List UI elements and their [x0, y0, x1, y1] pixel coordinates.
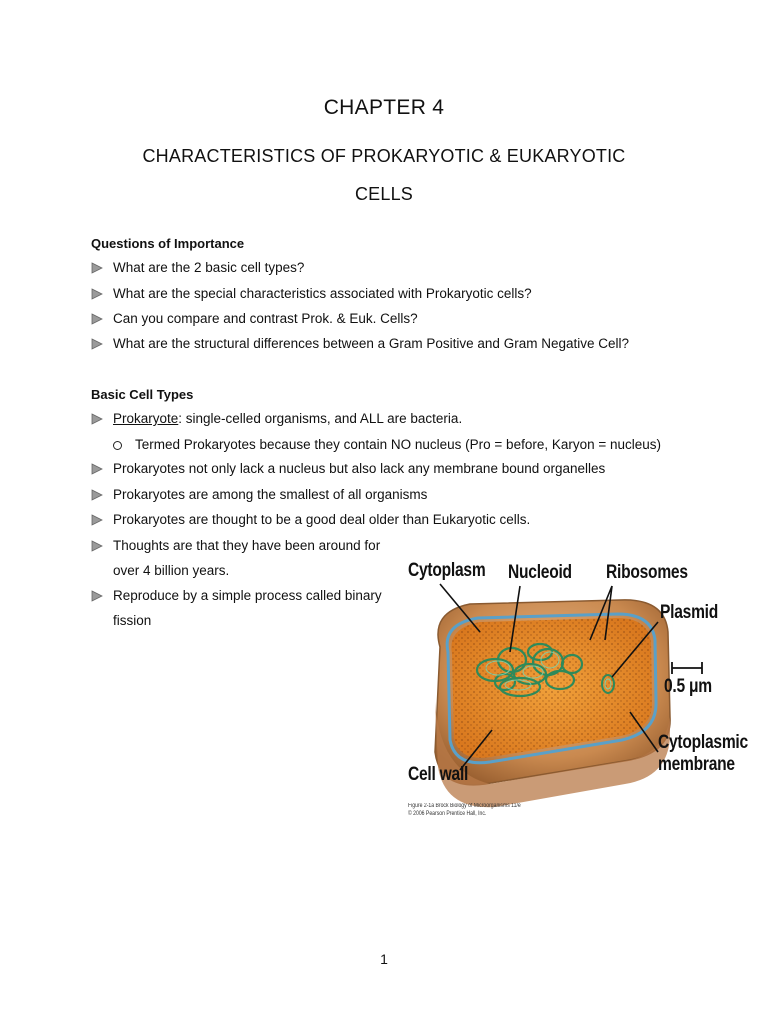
- item-text: Reproduce by a simple process called binary: [113, 588, 382, 603]
- item-continuation: over 4 billion years.: [113, 563, 230, 578]
- sub-item-text: Termed Prokaryotes because they contain NO nucleus (Pro = before, Karyon = nucleus): [135, 437, 662, 452]
- arrow-bullet-icon: [91, 262, 103, 274]
- arrow-bullet-icon: [91, 514, 103, 526]
- figure-caption-line-2: © 2006 Pearson Prentice Hall, Inc.: [408, 811, 487, 817]
- label-cytoplasmic-membrane: [658, 732, 748, 776]
- label-nucleoid: Nucleoid: [508, 562, 572, 583]
- subtitle-line-2: CELLS: [354, 184, 414, 204]
- arrow-bullet-icon: [91, 540, 103, 552]
- label-scale: 0.5 μm: [664, 676, 712, 697]
- label-cell-wall: Cell wall: [408, 764, 469, 785]
- question-text: What are the 2 basic cell types?: [113, 260, 305, 275]
- label-membrane-line-2: membrane: [658, 754, 735, 775]
- arrow-bullet-icon: [91, 413, 103, 425]
- prokaryote-term: Prokaryote: [113, 411, 179, 426]
- arrow-bullet-icon: [91, 288, 103, 300]
- scale-bar: [672, 662, 702, 674]
- prokaryote-definition-text: : single-celled organisms, and ALL are bacteria.: [178, 411, 463, 426]
- label-membrane-line-1: Cytoplasmic: [658, 732, 748, 753]
- circle-bullet-icon: [113, 441, 122, 450]
- label-plasmid: Plasmid: [660, 602, 719, 623]
- figure-caption-line-1: Figure 2-1a Brock Biology of Microorganisms 11/e: [408, 803, 521, 809]
- figure-caption: [408, 802, 521, 818]
- item-text: Prokaryotes are among the smallest of all organisms: [113, 487, 428, 502]
- arrow-bullet-icon: [91, 338, 103, 350]
- arrow-bullet-icon: [91, 463, 103, 475]
- question-text: What are the special characteristics associated with Prokaryotic cells?: [113, 286, 532, 301]
- basic-cell-types-heading: Basic Cell Types: [91, 387, 194, 402]
- arrow-bullet-icon: [91, 313, 103, 325]
- label-ribosomes: Ribosomes: [606, 562, 688, 583]
- question-text: Can you compare and contrast Prok. & Euk. Cells?: [113, 311, 418, 326]
- item-continuation: fission: [113, 613, 152, 628]
- prokaryote-definition: [113, 406, 462, 431]
- item-text: Prokaryotes not only lack a nucleus but also lack any membrane bound organelles: [113, 461, 606, 476]
- prokaryotic-cell-figure: [400, 552, 748, 832]
- item-text: Prokaryotes are thought to be a good deal older than Eukaryotic cells.: [113, 512, 531, 527]
- page-title: CHAPTER 4: [323, 96, 445, 119]
- questions-heading: Questions of Importance: [91, 236, 245, 251]
- subtitle-line-1: CHARACTERISTICS OF PROKARYOTIC & EUKARYOTIC: [142, 146, 626, 166]
- page-number: 1: [380, 951, 388, 967]
- item-text: Thoughts are that they have been around for: [113, 538, 381, 553]
- question-text: What are the structural differences between a Gram Positive and Gram Negative Cell?: [113, 336, 629, 351]
- arrow-bullet-icon: [91, 590, 103, 602]
- arrow-bullet-icon: [91, 489, 103, 501]
- label-cytoplasm: Cytoplasm: [408, 560, 486, 581]
- chapter-subtitle: [100, 137, 668, 213]
